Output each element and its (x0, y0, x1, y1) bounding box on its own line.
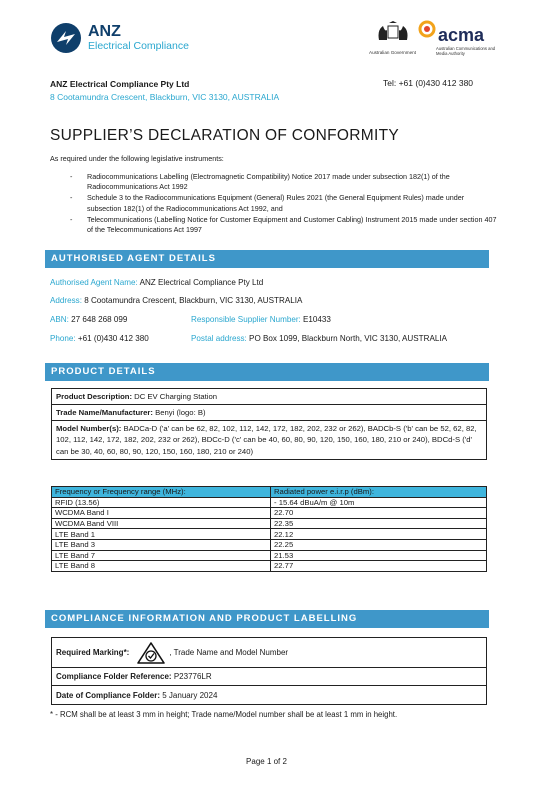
table-row (52, 508, 487, 519)
agent-address-label: Address: (50, 296, 82, 305)
frequency-column-header: Frequency or Frequency range (MHz): (52, 487, 271, 498)
agent-abn-value: 27 648 268 099 (71, 315, 128, 324)
page-number: Page 1 of 2 (246, 757, 287, 766)
table-row (52, 529, 487, 540)
legislation-item: - Radiocommunications Labelling (Electromagnetic Compatibility) Notice 2017 made under subsection 182(1) of the Radiocommunications Act 1992 (70, 172, 500, 192)
agent-phone-label: Phone: (50, 334, 76, 343)
trade-name-value: Benyi (logo: B) (155, 408, 206, 418)
frequency-cell: LTE Band 3 (52, 539, 271, 550)
compliance-box (51, 637, 487, 705)
agent-name-label: Authorised Agent Name: (50, 278, 138, 287)
table-row (52, 518, 487, 529)
folder-reference-label: Compliance Folder Reference: (56, 672, 172, 681)
frequency-cell: LTE Band 1 (52, 529, 271, 540)
product-details-box (51, 388, 487, 460)
frequency-cell: LTE Band 8 (52, 561, 271, 572)
product-section-header: PRODUCT DETAILS (45, 363, 489, 381)
agent-name-line (50, 278, 263, 287)
legislation-list (70, 172, 500, 236)
folder-reference-value: P23776LR (173, 672, 212, 681)
agent-abn-line (50, 315, 127, 324)
table-row (52, 561, 487, 572)
coat-of-arms-icon (373, 20, 413, 44)
acma-word: acma (438, 25, 485, 45)
folder-date-value: 5 January 2024 (162, 690, 218, 700)
frequency-table (51, 486, 487, 572)
power-cell: 22.77 (271, 561, 487, 572)
agent-section-header: AUTHORISED AGENT DETAILS (45, 250, 489, 268)
frequency-cell: LTE Band 7 (52, 550, 271, 561)
table-row (52, 497, 487, 508)
model-numbers-row (52, 421, 486, 458)
power-cell: - 15.64 dBuA/m @ 10m (271, 497, 487, 508)
agent-phone-line (50, 334, 149, 343)
agent-rsn-value: E10433 (303, 315, 331, 324)
frequency-cell: WCDMA Band VIII (52, 518, 271, 529)
logo-subtitle: Electrical Compliance (88, 39, 189, 52)
rcm-mark-icon (137, 642, 165, 664)
intro-text: As required under the following legislative instruments: (50, 154, 224, 163)
product-description-row (52, 389, 486, 405)
company-telephone: Tel: +61 (0)430 412 380 (383, 78, 474, 88)
gov-label: Australian Government (369, 50, 416, 55)
acma-subtitle: Australian Communications and Media Authority (436, 46, 496, 56)
table-row (52, 550, 487, 561)
australian-government-crest (365, 20, 420, 55)
frequency-cell: WCDMA Band I (52, 508, 271, 519)
model-numbers-value: BADCa-D ('a' can be 62, 82, 102, 112, 142, 172, 182, 202, 232 or 262), BADCb-S ('b' can be 52, 62, 82, 102, 112, 142, 172, 182, 202, 232 or 262), BDCc-D ('c' can be 40, 60, 80, 90, 120, 150, 160, 180, 210 or 240), BDCd-S ('d' can be 30, 40, 60, 80, 90, 120, 150, 160, 180, 210 or 240) (56, 424, 477, 456)
table-row (52, 539, 487, 550)
rcm-footnote: * - RCM shall be at least 3 mm in height; Trade name/Model number shall be at least 1 mm in height. (50, 710, 398, 719)
folder-date-label: Date of Compliance Folder: (56, 690, 161, 700)
required-marking-label: Required Marking*: (56, 648, 130, 657)
frequency-table-header (52, 487, 487, 498)
folder-reference-row (52, 668, 486, 686)
folder-date-row (52, 686, 486, 704)
agent-postal-value: PO Box 1099, Blackburn North, VIC 3130, AUSTRALIA (249, 334, 447, 343)
agent-name-value: ANZ Electrical Compliance Pty Ltd (139, 278, 264, 287)
agent-postal-line (191, 334, 447, 343)
frequency-cell: RFID (13.56) (52, 497, 271, 508)
anz-logo (50, 22, 189, 54)
power-cell: 22.25 (271, 539, 487, 550)
trade-name-label: Trade Name/Manufacturer: (56, 408, 153, 418)
company-name: ANZ Electrical Compliance Pty Ltd (50, 79, 190, 89)
anz-logo-icon (50, 22, 82, 54)
agent-rsn-line (191, 315, 331, 324)
power-cell: 22.35 (271, 518, 487, 529)
power-cell: 22.70 (271, 508, 487, 519)
compliance-section-header: COMPLIANCE INFORMATION AND PRODUCT LABELLING (45, 610, 489, 628)
legislation-item: - Telecommunications (Labelling Notice for Customer Equipment and Customer Cabling) Instrument 2015 made under section 407 of the Telecommunications Act 1997 (70, 215, 500, 235)
required-marking-row (52, 638, 486, 668)
agent-postal-label: Postal address: (191, 334, 247, 343)
model-numbers-label: Model Number(s): (56, 424, 122, 434)
company-address: 8 Cootamundra Crescent, Blackburn, VIC 3130, AUSTRALIA (50, 91, 280, 102)
acma-logo (418, 20, 496, 56)
agent-address-value: 8 Cootamundra Crescent, Blackburn, VIC 3130, AUSTRALIA (84, 296, 303, 305)
agent-address-line (50, 296, 302, 305)
power-column-header: Radiated power e.i.r.p (dBm): (271, 487, 487, 498)
agent-rsn-label: Responsible Supplier Number: (191, 315, 301, 324)
agent-abn-label: ABN: (50, 315, 69, 324)
acma-mark-icon (418, 20, 436, 44)
document-title: SUPPLIER’S DECLARATION OF CONFORMITY (50, 127, 399, 144)
agent-phone-value: +61 (0)430 412 380 (77, 334, 149, 343)
legislation-item: - Schedule 3 to the Radiocommunications Equipment (General) Rules 2021 (the General Equipment Rules) made under subsection 182(1) of the Radiocommunications Act 1992, and (70, 193, 500, 213)
power-cell: 22.12 (271, 529, 487, 540)
power-cell: 21.53 (271, 550, 487, 561)
logo-title: ANZ (88, 23, 121, 41)
required-marking-value: , Trade Name and Model Number (169, 648, 289, 657)
product-description-value: DC EV Charging Station (134, 392, 218, 401)
trade-name-row (52, 405, 486, 421)
company-block (50, 78, 279, 104)
product-description-label: Product Description: (56, 392, 133, 401)
